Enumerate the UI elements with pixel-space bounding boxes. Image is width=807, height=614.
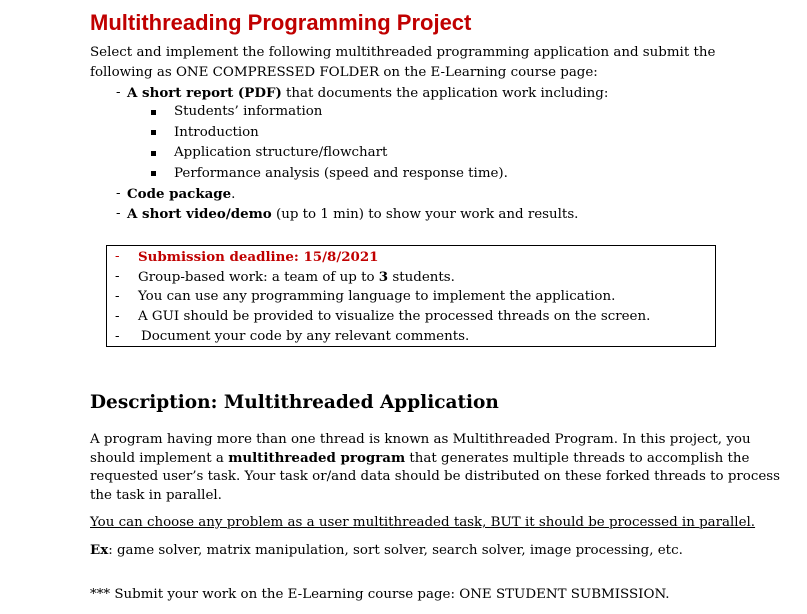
dash-bullet: -	[115, 309, 120, 324]
description-text: that generates multiple threads to accomplish the	[405, 451, 750, 466]
report-label: A short report (PDF)	[127, 85, 282, 101]
dash-bullet: -	[115, 289, 120, 304]
square-bullet	[151, 130, 156, 135]
description-line-4: the task in parallel.	[90, 488, 222, 503]
problem-note: You can choose any problem as a user multithreaded task, BUT it should be processed in parallel.	[90, 515, 756, 530]
square-bullet	[151, 171, 156, 176]
document-item: Document your code by any relevant comments.	[141, 329, 470, 344]
intro-line-2: following as ONE COMPRESSED FOLDER on the E-Learning course page:	[90, 65, 598, 80]
video-item	[127, 204, 578, 225]
dash-bullet: -	[115, 249, 120, 264]
code-label: Code package	[127, 186, 232, 202]
code-punctuation: .	[231, 187, 236, 202]
report-subitem: Performance analysis (speed and response time).	[174, 166, 508, 181]
team-size: 3	[378, 269, 389, 285]
gui-item: A GUI should be provided to visualize the processed threads on the screen.	[138, 309, 651, 324]
description-text: should implement a	[90, 451, 229, 466]
dash-bullet: -	[115, 329, 120, 344]
language-item: You can use any programming language to implement the application.	[138, 289, 616, 304]
group-work-item	[138, 267, 455, 288]
group-text: Group-based work: a team of up to	[138, 270, 379, 285]
report-description: that documents the application work including:	[281, 86, 609, 101]
dash-bullet: -	[116, 85, 121, 100]
video-label: A short video/demo	[127, 206, 272, 222]
group-text-end: students.	[388, 270, 455, 285]
description-line-2	[90, 448, 750, 469]
intro-line-1: Select and implement the following multithreaded programming application and submit the	[90, 45, 716, 60]
submission-note: *** Submit your work on the E-Learning course page: ONE STUDENT SUBMISSION.	[90, 587, 670, 602]
examples-label: Ex	[90, 542, 109, 558]
report-subitem: Introduction	[174, 125, 259, 140]
report-item	[127, 83, 608, 104]
report-subitem: Application structure/flowchart	[174, 145, 388, 160]
video-description: (up to 1 min) to show your work and results.	[271, 207, 579, 222]
square-bullet	[151, 110, 156, 115]
examples-line	[90, 540, 683, 561]
dash-bullet: -	[116, 186, 121, 201]
description-heading: Description: Multithreaded Application	[90, 392, 499, 413]
dash-bullet: -	[116, 206, 121, 221]
multithreaded-program-term: multithreaded program	[228, 450, 406, 466]
dash-bullet: -	[115, 269, 120, 284]
square-bullet	[151, 151, 156, 156]
description-line-1: A program having more than one thread is known as Multithreaded Program. In this project, you	[90, 432, 751, 447]
examples-text: : game solver, matrix manipulation, sort solver, search solver, image processing, etc.	[108, 543, 683, 558]
submission-deadline: Submission deadline: 15/8/2021	[138, 249, 379, 265]
report-subitem: Students’ information	[174, 104, 323, 119]
description-line-3: requested user’s task. Your task or/and data should be distributed on these forked threads to process	[90, 469, 781, 484]
code-item	[127, 184, 235, 205]
page-title: Multithreading Programming Project	[90, 10, 472, 35]
